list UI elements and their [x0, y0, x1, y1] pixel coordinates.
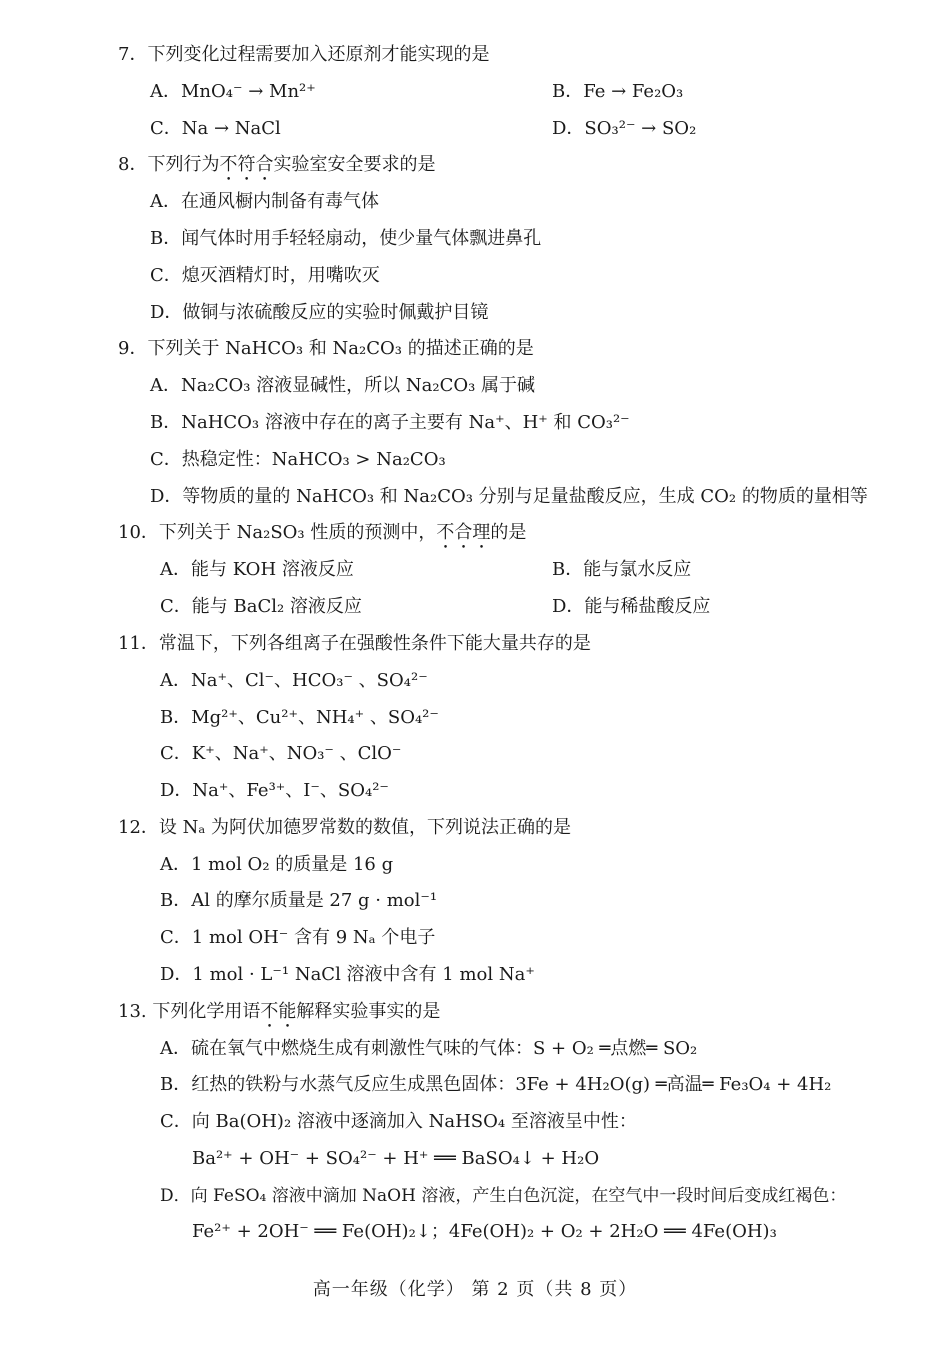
q11-option-a: A．Na⁺、Cl⁻、HCO₃⁻ 、SO₄²⁻ [160, 670, 428, 691]
page-footer: 高一年级（化学） 第 2 页（共 8 页） [312, 1279, 638, 1300]
q13-option-c: C．向 Ba(OH)₂ 溶液中逐滴加入 NaHSO₄ 至溶液呈中性： [160, 1111, 637, 1132]
q11-option-d: D．Na⁺、Fe³⁺、I⁻、SO₄²⁻ [160, 780, 389, 801]
q13-stem-pre: 13. 下列化学用语 [118, 1001, 261, 1022]
q10-stem-emphasis: 不合理 [436, 522, 491, 543]
q11-option-c: C．K⁺、Na⁺、NO₃⁻ 、ClO⁻ [160, 743, 402, 764]
q8-option-c: C．熄灭酒精灯时，用嘴吹灭 [150, 265, 380, 286]
q12-option-b: B．Al 的摩尔质量是 27 g · mol⁻¹ [160, 890, 438, 911]
q12-option-c: C．1 mol OH⁻ 含有 9 Nₐ 个电子 [160, 927, 436, 948]
q9-stem: 9．下列关于 NaHCO₃ 和 Na₂CO₃ 的描述正确的是 [118, 338, 534, 359]
q10-stem-pre: 10．下列关于 Na₂SO₃ 性质的预测中， [118, 522, 437, 543]
q13-stem-emphasis: 不能 [260, 1001, 297, 1022]
q13-option-d: D．向 FeSO₄ 溶液中滴加 NaOH 溶液，产生白色沉淀，在空气中一段时间后变成红褐色： [160, 1186, 847, 1206]
q13-option-b: B．红热的铁粉与水蒸气反应生成黑色固体：3Fe + 4H₂O(g) ═高温═ Fe₃O₄ + 4H₂ [160, 1074, 832, 1095]
q8-stem [118, 153, 435, 185]
q10-stem-post: 的是 [490, 522, 527, 543]
q10-stem [118, 521, 526, 553]
q11-stem: 11．常温下，下列各组离子在强酸性条件下能大量共存的是 [118, 633, 591, 654]
q9-option-c: C．热稳定性：NaHCO₃ > Na₂CO₃ [150, 449, 446, 470]
q8-option-b: B．闻气体时用手轻轻扇动，使少量气体飘进鼻孔 [150, 228, 542, 249]
q13-stem-post: 解释实验事实的是 [296, 1001, 441, 1022]
q13-option-a: A．硫在氧气中燃烧生成有刺激性气味的气体：S + O₂ ═点燃═ SO₂ [160, 1038, 698, 1059]
q7-option-b: B．Fe → Fe₂O₃ [552, 81, 684, 102]
q11-option-b: B．Mg²⁺、Cu²⁺、NH₄⁺ 、SO₄²⁻ [160, 707, 439, 728]
q10-option-b: B．能与氯水反应 [552, 559, 692, 580]
q12-stem: 12．设 Nₐ 为阿伏加德罗常数的数值，下列说法正确的是 [118, 817, 572, 838]
q7-stem: 7．下列变化过程需要加入还原剂才能实现的是 [118, 44, 490, 65]
q13-stem [118, 1000, 440, 1032]
q12-option-d: D．1 mol · L⁻¹ NaCl 溶液中含有 1 mol Na⁺ [160, 964, 535, 985]
q9-option-d: D．等物质的量的 NaHCO₃ 和 Na₂CO₃ 分别与足量盐酸反应，生成 CO₂ 的物质的量相等 [150, 486, 868, 507]
q10-option-d: D．能与稀盐酸反应 [552, 596, 711, 617]
q8-option-a: A．在通风橱内制备有毒气体 [150, 191, 379, 212]
q10-option-c: C．能与 BaCl₂ 溶液反应 [160, 596, 362, 617]
q13-option-d-equation: Fe²⁺ + 2OH⁻ ══ Fe(OH)₂↓；4Fe(OH)₂ + O₂ + 2H₂O ══ 4Fe(OH)₃ [192, 1221, 777, 1242]
q7-option-a: A．MnO₄⁻ → Mn²⁺ [150, 81, 316, 102]
q12-option-a: A．1 mol O₂ 的质量是 16 g [160, 854, 394, 875]
q8-option-d: D．做铜与浓硫酸反应的实验时佩戴护目镜 [150, 302, 489, 323]
q9-option-b: B．NaHCO₃ 溶液中存在的离子主要有 Na⁺、H⁺ 和 CO₃²⁻ [150, 412, 630, 433]
q8-stem-pre: 8．下列行为 [118, 154, 220, 175]
q8-stem-post: 实验室安全要求的是 [273, 154, 436, 175]
q9-option-a: A．Na₂CO₃ 溶液显碱性，所以 Na₂CO₃ 属于碱 [150, 375, 536, 396]
q13-option-c-equation: Ba²⁺ + OH⁻ + SO₄²⁻ + H⁺ ══ BaSO₄↓ + H₂O [192, 1148, 600, 1169]
q8-stem-emphasis: 不符合 [219, 154, 274, 175]
q7-option-d: D．SO₃²⁻ → SO₂ [552, 118, 697, 139]
q10-option-a: A．能与 KOH 溶液反应 [160, 559, 354, 580]
q7-option-c: C．Na → NaCl [150, 118, 281, 139]
